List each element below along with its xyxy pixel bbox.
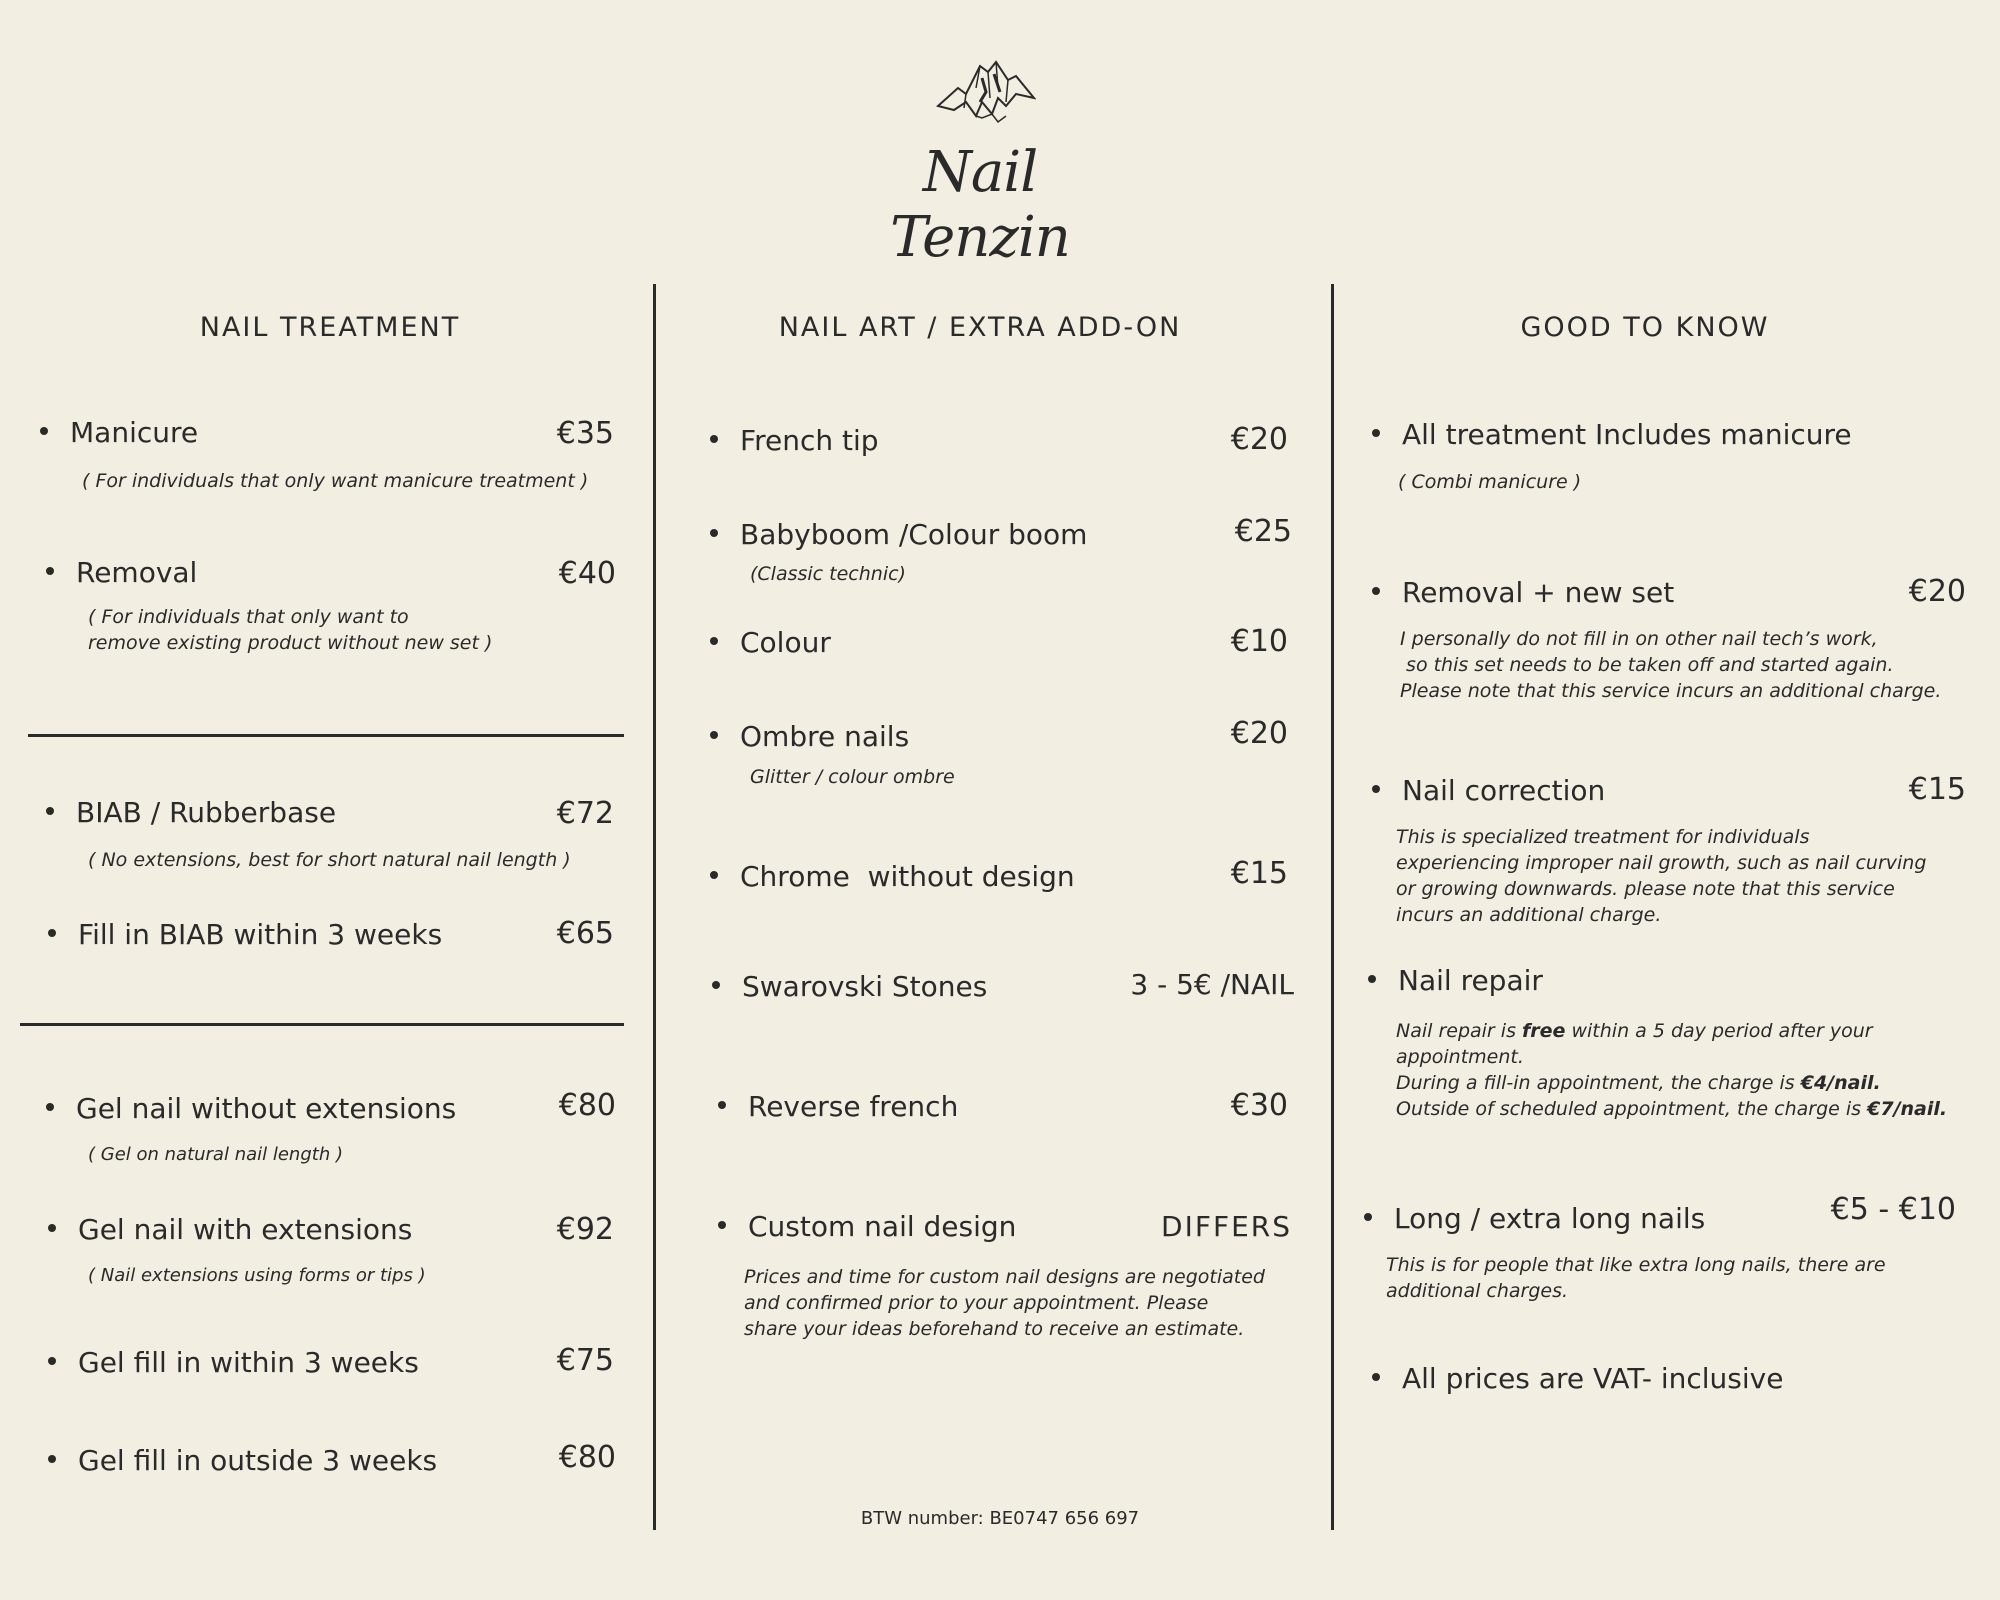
column-divider-right [1331,284,1334,1530]
service-price: €20 [1230,422,1288,457]
note-line: experiencing improper nail growth, such as nail curving [1396,852,1927,874]
info-title: Nail correction [1402,774,1606,807]
service-name: Babyboom /Colour boom [740,518,1088,551]
info-title: All prices are VAT- inclusive [1402,1362,1784,1395]
note-text: During a fill-in appointment, the charge is [1396,1072,1801,1094]
list-item [710,720,909,753]
note-line [1396,1018,1947,1044]
bullet-icon [1372,1373,1380,1381]
service-name: Fill in BIAB within 3 weeks [78,918,443,951]
service-name: Gel nail with extensions [78,1213,413,1246]
bullet-icon [710,637,718,645]
note-line: Please note that this service incurs an additional charge. [1400,680,1942,702]
service-price: 3 - 5€ /NAIL [1130,968,1294,1001]
list-item [1372,418,1852,451]
service-price: €25 [1234,514,1292,549]
section-divider [20,1023,624,1026]
info-title: Long / extra long nails [1394,1202,1706,1235]
bullet-icon [710,731,718,739]
info-title: All treatment Includes manicure [1402,418,1852,451]
bullet-icon [1372,429,1380,437]
section-divider [28,734,624,737]
btw-number: BTW number: BE0747 656 697 [860,1508,1140,1529]
service-price: €80 [558,1088,616,1123]
bullet-icon [1368,975,1376,983]
service-name: Ombre nails [740,720,910,753]
heading-nail-art: NAIL ART / EXTRA ADD-ON [778,312,1182,343]
service-price: €92 [556,1212,614,1247]
service-price: €20 [1230,716,1288,751]
list-item [40,416,198,449]
mountain-icon [936,58,1036,130]
service-note: ( For individuals that only want manicure treatment ) [82,470,589,492]
info-note [1396,1018,1947,1122]
list-item [710,860,1075,893]
service-name: Gel fill in within 3 weeks [78,1346,419,1379]
list-item [1368,964,1543,997]
list-item [710,626,831,659]
service-price: €65 [556,916,614,951]
list-item [1364,1202,1705,1235]
note-text: Nail repair is [1396,1020,1523,1042]
brand-logo-text: Nail Tenzin [890,140,1070,270]
list-item [1372,774,1605,807]
service-name: Gel nail without extensions [76,1092,457,1125]
note-emphasis: free [1522,1020,1566,1042]
bullet-icon [40,427,48,435]
note-text: Outside of scheduled appointment, the charge is [1396,1098,1868,1120]
list-item [48,1444,437,1477]
list-item [718,1090,958,1123]
service-price: €30 [1230,1088,1288,1123]
bullet-icon [46,567,54,575]
column-divider-left [653,284,656,1530]
note-line: This is specialized treatment for individuals [1396,826,1810,848]
service-name: Swarovski Stones [742,970,988,1003]
service-price: €20 [1908,574,1966,609]
list-item [710,518,1087,551]
note-line: This is for people that like extra long nails, there are [1386,1254,1886,1276]
list-item [46,796,336,829]
note-line: additional charges. [1386,1280,1569,1302]
bullet-icon [48,1455,56,1463]
service-note: Glitter / colour ombre [750,766,955,788]
list-item [718,1210,1016,1243]
note-line: or growing downwards. please note that this service [1396,878,1895,900]
service-price: €35 [556,416,614,451]
list-item [46,1092,456,1125]
list-item [712,970,987,1003]
note-line [1396,1070,1947,1096]
service-name: BIAB / Rubberbase [76,796,337,829]
info-title: Nail repair [1398,964,1543,997]
bullet-icon [1364,1213,1372,1221]
note-emphasis: €7/nail. [1867,1098,1948,1120]
list-item [48,1213,412,1246]
info-note [1396,824,1926,928]
service-note: ( Gel on natural nail length ) [88,1144,343,1165]
list-item [48,918,442,951]
bullet-icon [48,1224,56,1232]
note-emphasis: €4/nail. [1800,1072,1881,1094]
service-price: €75 [556,1343,614,1378]
note-line: Prices and time for custom nail designs are negotiated [744,1266,1265,1288]
list-item [1372,576,1674,609]
note-line [1396,1096,1947,1122]
bullet-icon [712,981,720,989]
service-name: Reverse french [748,1090,959,1123]
bullet-icon [46,1103,54,1111]
service-note: ( Nail extensions using forms or tips ) [88,1265,426,1286]
heading-nail-treatment: NAIL TREATMENT [199,312,461,343]
bullet-icon [1372,587,1380,595]
service-name: French tip [740,424,879,457]
service-price: €5 - €10 [1830,1192,1956,1227]
service-name: Manicure [70,416,199,449]
list-item [46,556,197,589]
bullet-icon [710,871,718,879]
service-note: (Classic technic) [750,563,906,585]
note-line: remove existing product without new set ) [88,632,493,654]
service-price: €10 [1230,624,1288,659]
service-name: Custom nail design [748,1210,1017,1243]
note-line: incurs an additional charge. [1396,904,1662,926]
service-price: €15 [1908,772,1966,807]
list-item [48,1346,419,1379]
note-line: ( For individuals that only want to [88,606,409,628]
service-note [744,1264,1265,1342]
service-price: €40 [558,556,616,591]
service-note [88,604,492,656]
bullet-icon [718,1221,726,1229]
service-price: €15 [1230,856,1288,891]
note-line: share your ideas beforehand to receive an estimate. [744,1318,1245,1340]
bullet-icon [46,807,54,815]
info-note [1400,626,1941,704]
bullet-icon [710,435,718,443]
heading-good-to-know: GOOD TO KNOW [1520,312,1770,343]
note-line: and confirmed prior to your appointment. Please [744,1292,1209,1314]
note-text: within a 5 day period after your [1565,1020,1873,1042]
service-name: Colour [740,626,831,659]
note-line: appointment. [1396,1046,1524,1068]
bullet-icon [710,529,718,537]
note-line: so this set needs to be taken off and started again. [1400,654,1894,676]
service-name: Chrome without design [740,860,1075,893]
service-price: DIFFERS [1161,1210,1292,1243]
service-price: €72 [556,796,614,831]
list-item [1372,1362,1783,1395]
service-name: Removal [76,556,198,589]
bullet-icon [48,1357,56,1365]
note-line: I personally do not fill in on other nail tech’s work, [1400,628,1878,650]
service-price: €80 [558,1440,616,1475]
service-note: ( No extensions, best for short natural nail length ) [88,849,571,871]
list-item [710,424,879,457]
bullet-icon [1372,785,1380,793]
bullet-icon [718,1101,726,1109]
info-title: Removal + new set [1402,576,1675,609]
service-name: Gel fill in outside 3 weeks [78,1444,438,1477]
info-note: ( Combi manicure ) [1398,471,1582,493]
info-note [1386,1252,1886,1304]
bullet-icon [48,929,56,937]
